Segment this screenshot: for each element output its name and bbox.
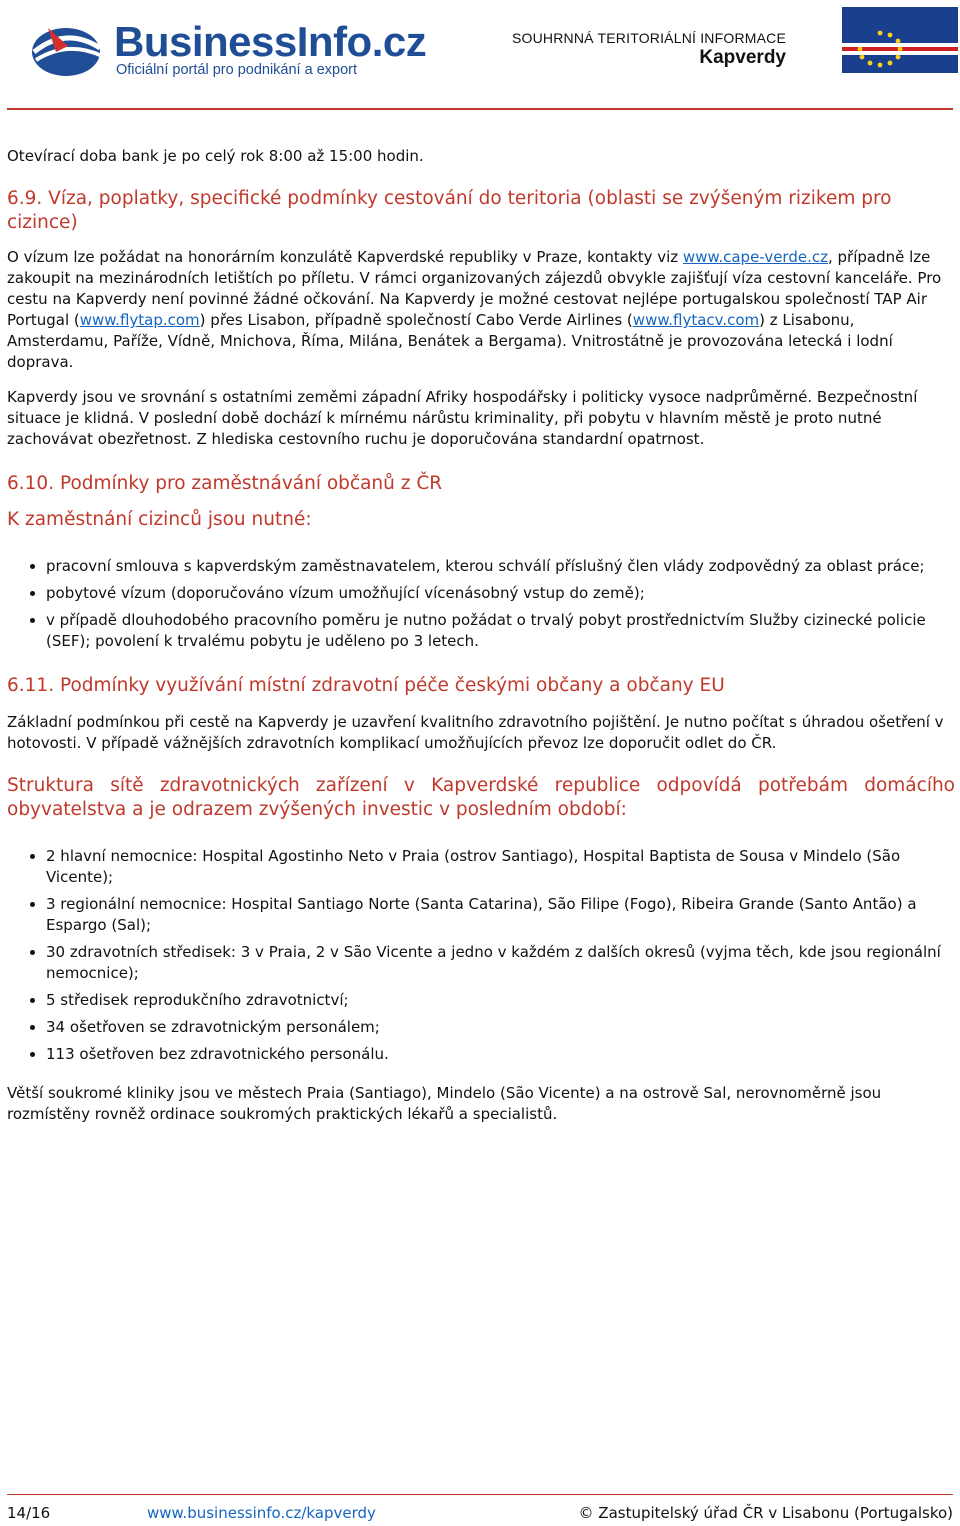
visa-paragraph: O vízum lze požádat na honorárním konzulátě Kapverdské republiky v Praze, kontakty viz www.cape-verde.cz, případně lze zakoupit na mezinárodních letištích po příletu. V rámci organizovaných zájezdů obvykle zajišťují víza cestovní kanceláře. Pro cestu na Kapverdy není povinné žádné očkování. Na Kapverdy je možné cestovat nejlépe portugalskou společností TAP Air Portugal (www.flytap.com) přes Lisabon, případně společností Cabo Verde Airlines (www.flytacv.com) z Lisabonu, Amsterdamu, Paříže, Vídně, Mnichova, Říma, Milána, Benátek a Bergama). Vnitrostátně je provozována letecká i lodní doprava.: [7, 248, 942, 371]
cape-verde-link[interactable]: www.cape-verde.cz: [682, 248, 828, 266]
list-item: • 3 regionální nemocnice: Hospital Santiago Norte (Santa Catarina), São Filipe (Fogo), Ribeira Grande (Santo Antão) a Espargo (Sal);: [46, 894, 955, 936]
security-paragraph: Kapverdy jsou ve srovnání s ostatními zeměmi západní Afriky hospodářsky i politicky vysoce nadprůměrné. Bezpečnostní situace je klidná. V poslední době dochází k mírnému nárůstu kriminality, při pobytu v hlavním městě je proto nutné zachovávat obezřetnost. Z hlediska cestovního ruchu je doporučována standardní opatrnost.: [7, 388, 918, 448]
country-name: Kapverdy: [699, 47, 786, 68]
employment-requirements-list: [7, 556, 955, 652]
document-body: [7, 146, 955, 1139]
globe-logo-icon: [28, 22, 106, 78]
flytap-link[interactable]: www.flytap.com: [79, 311, 200, 329]
list-item: • v případě dlouhodobého pracovního poměru je nutno požádat o trvalý pobyt prostřednictvím Služby cizinecké policie (SEF); povolení k trvalému pobytu je uděleno po 3 letech.: [46, 610, 955, 652]
health-facilities-list: [7, 846, 955, 1065]
flytacv-link[interactable]: www.flytacv.com: [632, 311, 760, 329]
cape-verde-flag-icon: [842, 7, 958, 73]
list-item: • 30 zdravotních středisek: 3 v Praia, 2 v São Vicente a jedno v každém z dalších okresů (vyjma těch, kde jsou regionální nemocnice);: [46, 942, 955, 984]
document-type: SOUHRNNÁ TERITORIÁLNÍ INFORMACE: [511, 30, 786, 46]
list-item: • 113 ošetřoven bez zdravotnického personálu.: [46, 1044, 955, 1065]
list-item: • pracovní smlouva s kapverdským zaměstnavatelem, kterou schválí příslušný člen vlády zodpovědný za oblast práce;: [46, 556, 955, 577]
list-item: • 5 středisek reprodukčního zdravotnictví;: [46, 990, 955, 1011]
footer-copyright: © Zastupitelský úřad ČR v Lisabonu (Portugalsko): [578, 1504, 953, 1522]
bank-hours-paragraph: Otevírací doba bank je po celý rok 8:00 až 15:00 hodin.: [7, 147, 424, 165]
page-footer: [7, 1494, 953, 1521]
footer-url-link[interactable]: www.businessinfo.cz/kapverdy: [147, 1504, 376, 1522]
businessinfo-logo[interactable]: [28, 18, 427, 80]
employment-subheading: K zaměstnání cizinců jsou nutné:: [7, 509, 312, 530]
list-item: • pobytové vízum (doporučováno vízum umožňující vícenásobný vstup do země);: [46, 583, 955, 604]
header-divider: [7, 108, 953, 110]
section-6-11-heading: 6.11. Podmínky využívání místní zdravotní péče českými občany a občany EU: [7, 675, 725, 696]
clinics-paragraph: Větší soukromé kliniky jsou ve městech Praia (Santiago), Mindelo (São Vicente) a na ostrově Sal, nerovnoměrně jsou rozmístěny rovněž ordinace soukromých praktických lékařů a specialistů.: [7, 1084, 882, 1123]
document-type-block: [512, 30, 786, 69]
page-number: 14/16: [7, 1504, 51, 1522]
list-item: • 2 hlavní nemocnice: Hospital Agostinho Neto v Praia (ostrov Santiago), Hospital Baptista de Sousa v Mindelo (São Vicente);: [46, 846, 955, 888]
section-6-9-heading: 6.9. Víza, poplatky, specifické podmínky cestování do teritoria (oblasti se zvýšeným rizikem pro cizince): [7, 188, 892, 233]
section-6-10-heading: 6.10. Podmínky pro zaměstnávání občanů z ČR: [7, 473, 443, 494]
insurance-paragraph: Základní podmínkou při cestě na Kapverdy je uzavření kvalitního zdravotního pojištění. Je nutno počítat s úhradou ošetření v hotovosti. V případě vážnějších zdravotních komplikací umožňujících převoz lze doporučit odlet do ČR.: [7, 713, 944, 752]
health-structure-heading: Struktura sítě zdravotnických zařízení v Kapverdské republice odpovídá potřebám domácího obyvatelstva a je odrazem zvýšených investic v posledním období:: [7, 775, 955, 820]
logo-name: BusinessInfo.cz: [114, 18, 427, 65]
list-item: • 34 ošetřoven se zdravotnickým personálem;: [46, 1017, 955, 1038]
page-header: [0, 0, 960, 110]
logo-tagline: Oficiální portál pro podnikání a export: [116, 62, 357, 78]
